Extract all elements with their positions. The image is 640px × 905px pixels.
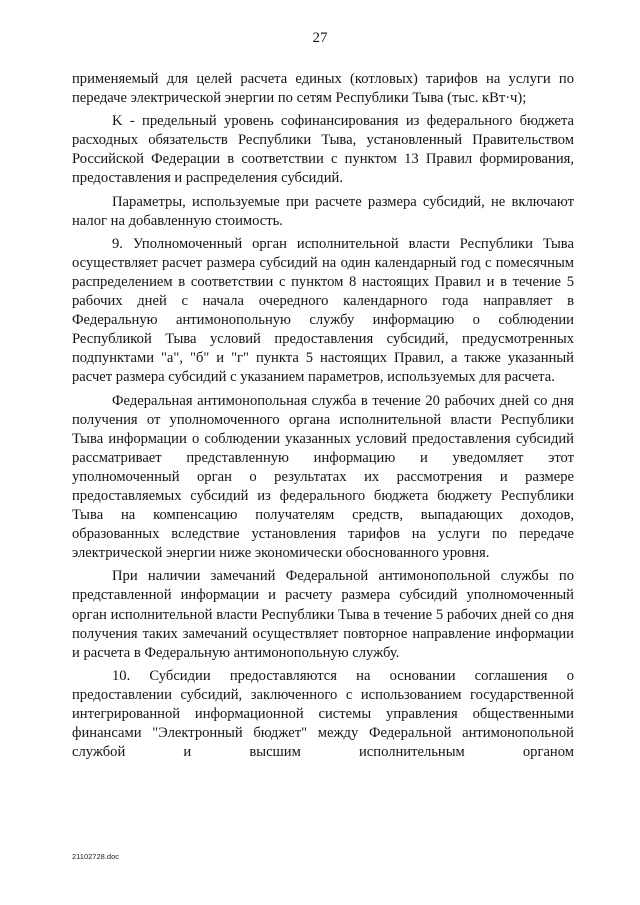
paragraph-item-9: 9. Уполномоченный орган исполнительной власти Республики Тыва осуществляет расчет размера субсидий на один календарный год с помесячным распределением в соответствии с пунктом 8 настоящих Правил и в течение 5 рабочих дней с начала очередного календарного года направляет в Федеральную антимонопольную службу информацию о соблюдении Республикой Тыва условий предоставления субсидий, предусмотренных подпунктами "а", "б" и "г" пункта 5 настоящих Правил, а также указанный расчет размера субсидий с указанием параметров, используемых для расчета.	[72, 235, 574, 386]
paragraph-vat-note: Параметры, используемые при расчете размера субсидий, не включают налог на добавленную стоимость.	[72, 193, 574, 229]
page-number: 27	[312, 30, 328, 46]
footer-file-code: 21102728.doc	[72, 852, 119, 861]
paragraph-remarks: При наличии замечаний Федеральной антимонопольной службы по представленной информации и расчету размера субсидий уполномоченный орган исполнительной власти Республики Тыва в течение 5 рабочих дней со дня получения таких замечаний осуществляет повторное направление информации и расчета в Федеральную антимонопольную службу.	[72, 568, 574, 661]
paragraph-fas-review: Федеральная антимонопольная служба в течение 20 рабочих дней со дня получения от уполномоченного органа исполнительной власти Республики Тыва информации о соблюдении указанных условий предоставления субсидий рассматривает представленную информацию и уведомляет этот уполномоченный орган о результатах их рассмотрения и размере предоставляемых субсидий из федерального бюджета бюджету Республики Тыва на компенсацию получателям средств, выпадающих доходов, образованных вследствие установления тарифов на услуги по передаче электрической энергии ниже экономически обоснованного уровня.	[72, 392, 574, 562]
paragraph-continuation: применяемый для целей расчета единых (котловых) тарифов на услуги по передаче электрической энергии по сетям Республики Тыва (тыс. кВт·ч);	[72, 71, 574, 107]
document-body	[72, 70, 574, 766]
paragraph-k-definition: K - предельный уровень софинансирования из федерального бюджета расходных обязательств Республики Тыва, установленный Правительством Российской Федерации в соответствии с пунктом 13 Правил формирования, предоставления и распределения субсидий.	[72, 113, 574, 187]
paragraph-item-10: 10. Субсидии предоставляются на основании соглашения о предоставлении субсидий, заключенного с использованием государственной интегрированной информационной системы управления общественными финансами "Электронный бюджет" между Федеральной антимонопольной службой и высшим исполнительным органом	[72, 667, 574, 761]
